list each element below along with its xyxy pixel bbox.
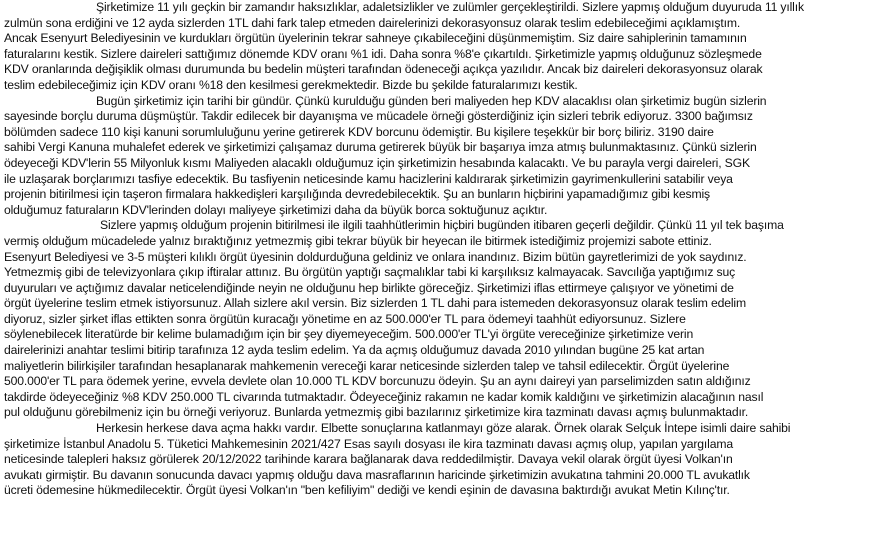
text-line: örgüt üyelerine teslim etmek istiyorsunuz. Allah sizlere akıl versin. Biz sizlerden 1 TL dahi para istemeden dekorasyonsuz olarak teslim edelim	[4, 296, 746, 311]
text-line: duyuruları ve açtığımız davalar neticelendiğinde neyin ne olduğunu hep birlikte göreceğiz. Şirketimizi iflas ettirmeye çalışıyor ve yönetimi de	[4, 280, 734, 295]
text-line: teslim edebileceğimiz için KDV oranı %18 den kesilmesi gerekmektedir. Bizde bu şekilde faturalarımızı kestik.	[4, 77, 578, 92]
text-line: ile uzlaşarak borçlarımızı tasfiye edecektik. Bu tasfiyenin neticesinde kamu hacizlerini kaldırarak şirketimizin gayrimenkullerini satabilir veya	[4, 171, 733, 186]
text-line: diyoruz, sizler şirket iflas ettikten sonra örgütün kuracağı yönetime en az 500.000'er TL para ödemeyi taahhüt ediyorsunuz. Sizlere	[4, 311, 686, 326]
paragraph-3	[4, 218, 888, 421]
text-line: faturalarını kestik. Sizlere daireleri sattığımız dönemde KDV oranı %1 idi. Daha sonra %8'e çıkartıldı. Şirketimizle yapmış olduğunuz sözleşmede	[4, 46, 762, 61]
text-line: pul olduğunu görebilmeniz için bu örneği veriyoruz. Bunlarda yetmezmiş gibi bazılarınız şirketimize kira tazminatı davası açmış bulunmaktadır.	[4, 405, 749, 420]
text-line: Yetmezmiş gibi de televizyonlara çıkıp iftiralar attınız. Bu örgütün yaptığı saçmalıklar tabi ki karşılıksız kalmayacak. Savcılığa yaptığımız suç	[4, 265, 736, 280]
text-line: Esenyurt Belediyesi ve 3-5 müşteri kılıklı örgüt üyesinin doldurduğuna geldiniz ve onlara inandınız. Bizim bütün gayretlerimizi de yok saydınız.	[4, 249, 747, 264]
paragraph-1	[4, 0, 888, 94]
text-line: avukatı girmiştir. Bu davanın sonucunda davacı yapmış olduğu dava masraflarının haricinde şirketimizin avukatına tahmini 20.000 TL avukatlık	[4, 467, 750, 482]
text-line: Ancak Esenyurt Belediyesinin ve kurdukları örgütün üyelerinin tekrar sahneye çıkabileceğini düşünmemiştim. Siz daire sahiplerinin tamamının	[4, 31, 747, 46]
text-line: neticesinde talepleri haksız görülerek 20/12/2022 tarihinde karara bağlanarak dava reddedilmiştir. Davaya vekil olarak örgüt üyesi Volkan'ın	[4, 452, 733, 467]
text-line: Sizlere yapmış olduğum projenin bitirilmesi ile ilgili taahhütlerimin hiçbiri bugünden itibaren geçerli değildir. Çünkü 11 yıl tek başıma	[100, 218, 784, 233]
text-line: maliyetlerin bilirkişiler tarafından hesaplanarak mahkemenin vereceği karar neticesinde sizlerden talep ve tahsil edilecektir. Örgüt üyelerine	[4, 358, 730, 373]
text-line: KDV oranlarında değişiklik olması durumunda bu bedelin müşteri tarafından ödeneceği açıkça yazılıdır. Ancak biz daireleri dekorasyonsuz olarak	[4, 62, 763, 77]
text-line: ücreti ödemesine hükmedilecektir. Örgüt üyesi Volkan'ın "ben kefiliyim" dediği ve kendi eşinin de davasına baktırdığı avukat Metin Kılınç'tır.	[4, 483, 730, 498]
document-page	[4, 0, 888, 541]
text-line: olduğumuz faturaların KDV'lerinden dolayı maliyeye şirketimizi daha da büyük borca soktuğunuz açıktır.	[4, 202, 548, 217]
text-line: 500.000'er TL para ödemek yerine, evvela devlete olan 10.000 TL KDV borcunuzu ödeyin. Şu an aynı daireyi yan parselimizden satın aldığınız	[4, 374, 751, 389]
paragraph-2	[4, 94, 888, 219]
text-line: sayesinde borçlu duruma düşmüştür. Takdir edilecek bir dayanışma ve mücadele örneği gösterdiğiniz için sizleri tebrik ediyoruz. 3300 bağımsız	[4, 109, 753, 124]
text-line: takdirde ödeyeceğiniz %8 KDV 250.000 TL civarında tutmaktadır. Ödeyeceğiniz rakamın ne kadar komik kaldığını ve şirketimizin alacağının nasıl	[4, 389, 764, 404]
text-line: bölümden sadece 110 kişi kanuni sorumluluğunu yerine getirerek KDV borcunu ödemiştir. Bu kişilere teşekkür bir borç biliriz. 3190 daire	[4, 124, 714, 139]
text-line: Şirketimize 11 yılı geçkin bir zamandır haksızlıklar, adaletsizlikler ve zulümler gerçekleştirildi. Sizlere yapmış olduğum duyuruda 11 yıllık	[96, 0, 804, 14]
text-line: Herkesin herkese dava açma hakkı vardır. Elbette sonuçlarına katlanmayı göze alarak. Örnek olarak Selçuk İntepe isimli daire sahibi	[96, 421, 791, 436]
paragraph-4	[4, 421, 888, 499]
text-line: projenin bitirilmesi için taşeron firmalara hakkedişleri karşılığında devredebilecektik. Şu an bunların hiçbirini yapamadığımız gibi kesmiş	[4, 187, 710, 202]
text-line: vermiş olduğum mücadelede yalnız bıraktığınız yetmezmiş gibi tekrar büyük bir heyecan ile bitirmek istediğimiz projemizi sabote ettiniz.	[4, 233, 712, 248]
text-line: dairelerinizi anahtar teslimi bitirip tarafınıza 12 ayda teslim edelim. Ya da açmış olduğumuz davada 2010 yılından bugüne 25 kat artan	[4, 343, 705, 358]
text-line: zulmün sona erdiğini ve 12 ayda sizlerden 1TL dahi fark talep etmeden dairelerinizi dekorasyonsuz olarak teslim edebileceğimi açıklamıştım.	[4, 15, 741, 30]
text-line: Bugün şirketimiz için tarihi bir gündür. Çünkü kurulduğu günden beri maliyeden hep KDV alacaklısı olan şirketimiz bugün sizlerin	[96, 93, 767, 108]
text-line: söylenebilecek literatürde bir kelime bulamadığım için bir şey diyemeyeceğim. 500.000'er TL'yi örgüte vereceğinize şirketimize verin	[4, 327, 694, 342]
text-line: şirketimize İstanbul Anadolu 5. Tüketici Mahkemesinin 2021/427 Esas sayılı dosyası ile kira tazminatı davası açmış olup, yapılan yargılama	[4, 436, 733, 451]
text-line: sahibi Vergi Kanuna muhalefet ederek ve şirketimizi çalışamaz duruma getirerek büyük bir başarıya imza atmış bulunmaktasınız. Çünkü sizlerin	[4, 140, 757, 155]
text-line: ödeyeceği KDV'lerin 55 Milyonluk kısmı Maliyeden alacaklı olduğumuz için şirketimizin hesabında kalacaktı. Ve bu parayla vergi daireleri, SGK	[4, 155, 750, 170]
